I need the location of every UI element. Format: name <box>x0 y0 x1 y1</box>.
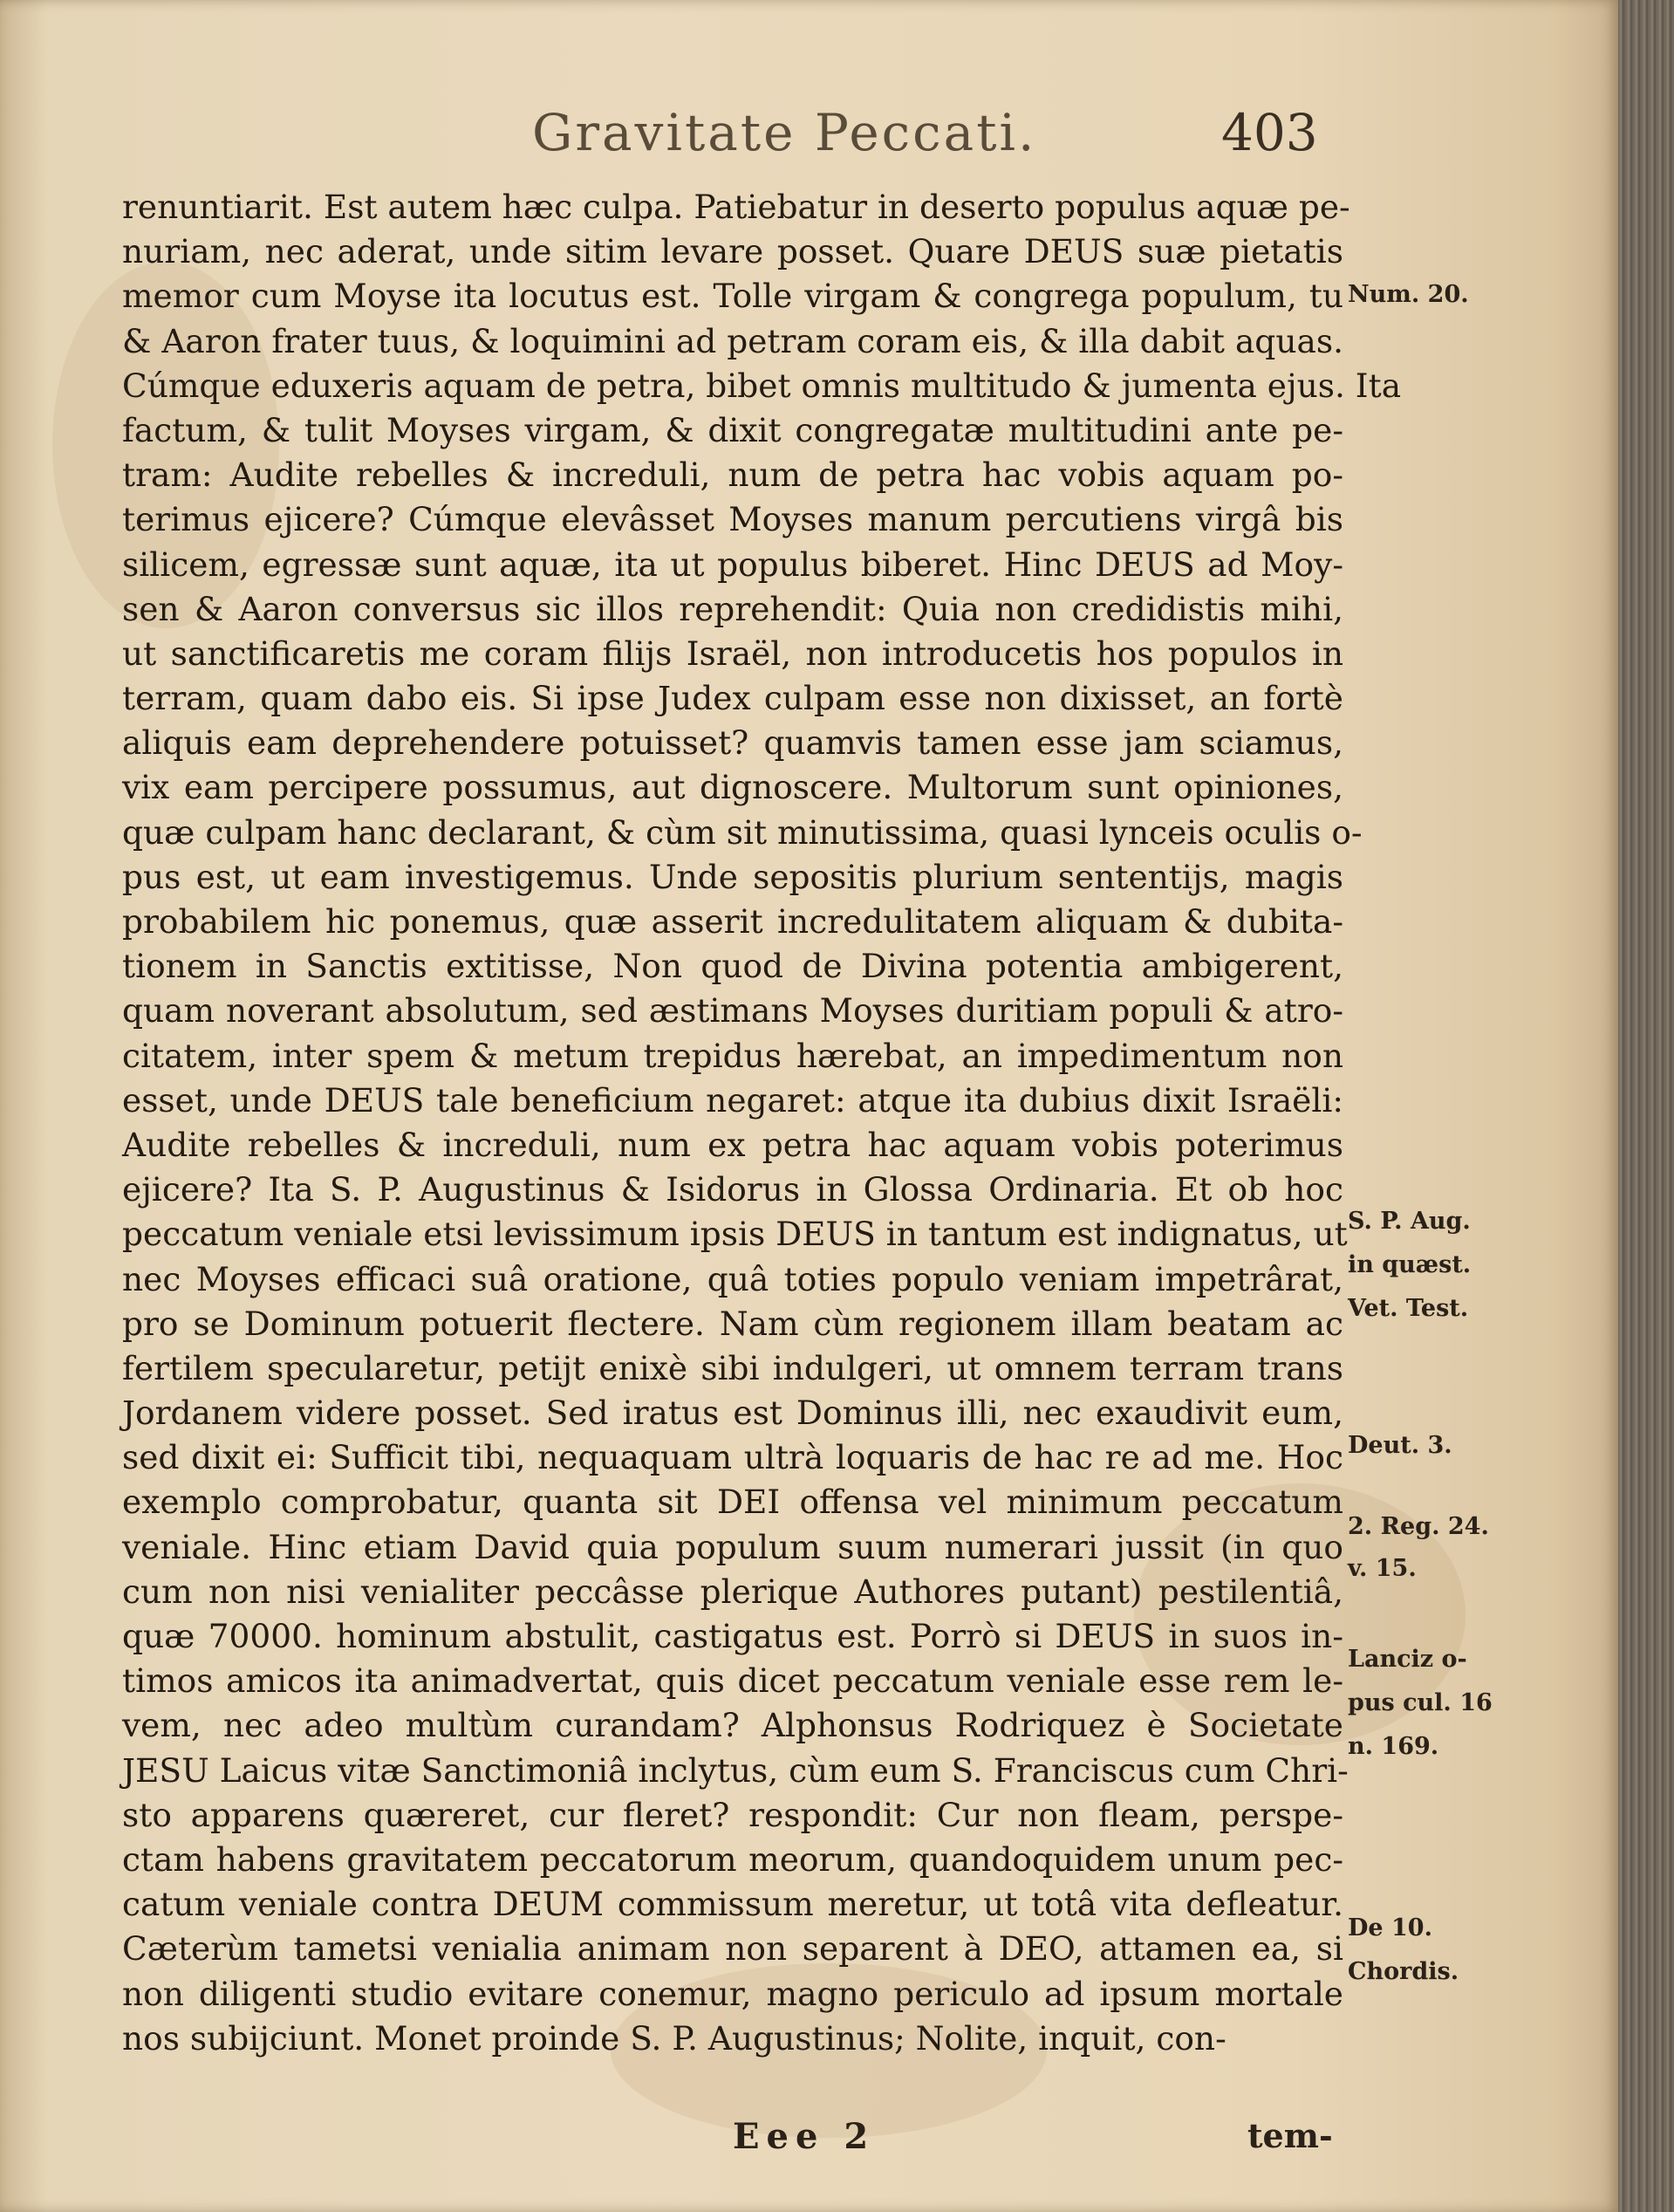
text-line: terimus ejicere? Cúmque elevâsset Moyses manum percutiens virgâ bis <box>122 500 1343 539</box>
text-line: sto apparens quæreret, cur fleret? respondit: Cur non fleam, perspe- <box>122 1795 1343 1834</box>
margin-note: Vet. Test. <box>1348 1295 1469 1322</box>
margin-note: in quæst. <box>1348 1251 1472 1278</box>
text-line: & Aaron frater tuus, & loquimini ad petram coram eis, & illa dabit aquas. <box>122 321 1343 360</box>
text-line: quæ 70000. hominum abstulit, castigatus est. Porrò si DEUS in suos in- <box>122 1617 1343 1655</box>
text-line: Audite rebelles & increduli, num ex petra hac aquam vobis poterimus <box>122 1125 1343 1164</box>
margin-note: S. P. Aug. <box>1348 1208 1471 1235</box>
text-line: ctam habens gravitatem peccatorum meorum, quandoquidem unum pec- <box>122 1839 1343 1879</box>
text-line: quam noverant absolutum, sed æstimans Moyses duritiam populi & atro- <box>122 991 1343 1031</box>
text-line: Jordanem videre posset. Sed iratus est Dominus illi, nec exaudivit eum, <box>122 1394 1343 1433</box>
page-footer <box>0 2116 1618 2177</box>
margin-note: Chordis. <box>1348 1958 1459 1985</box>
text-line: pus est, ut eam investigemus. Unde sepositis plurium sententijs, magis <box>122 857 1343 896</box>
margin-note: pus cul. 16 <box>1348 1689 1493 1716</box>
text-line: cum non nisi venialiter peccâsse plerique Authores putant) pestilentiâ, <box>122 1572 1343 1611</box>
page-stack-edge <box>1618 0 1674 2212</box>
text-line: Cæterùm tametsi venialia animam non separent à DEO, attamen ea, si <box>122 1929 1343 1969</box>
page-number: 403 <box>1221 103 1318 162</box>
margin-notes <box>1348 185 1522 2017</box>
text-line: Cúmque eduxeris aquam de petra, bibet omnis multitudo & jumenta ejus. Ita <box>122 366 1402 405</box>
text-line: probabilem hic ponemus, quæ asserit incredulitatem aliquam & dubita- <box>122 902 1343 941</box>
text-line: terram, quam dabo eis. Si ipse Judex culpam esse non dixisset, an fortè <box>122 679 1343 718</box>
text-line: vix eam percipere possumus, aut dignoscere. Multorum sunt opiniones, <box>122 768 1343 807</box>
text-line: sed dixit ei: Sufficit tibi, nequaquam ultrà loquaris de hac re ad me. Hoc <box>122 1438 1343 1477</box>
text-line: citatem, inter spem & metum trepidus hærebat, an impedimentum non <box>122 1036 1343 1075</box>
text-line: veniale. Hinc etiam David quia populum suum numerari jussit (in quo <box>122 1527 1343 1566</box>
margin-note: De 10. <box>1348 1914 1432 1941</box>
margin-note: Lanciz o- <box>1348 1646 1467 1673</box>
text-line: memor cum Moyse ita locutus est. Tolle virgam & congrega populum, tu <box>122 277 1343 316</box>
running-title: Gravitate Peccati. <box>532 103 1037 162</box>
text-line: ejicere? Ita S. P. Augustinus & Isidorus in Glossa Ordinaria. Et ob hoc <box>122 1170 1343 1209</box>
text-line: ut sanctificaretis me coram filijs Israël, non introducetis hos populos in <box>122 633 1343 673</box>
text-line: exemplo comprobatur, quanta sit DEI offensa vel minimum peccatum <box>122 1483 1343 1522</box>
text-line: sen & Aaron conversus sic illos reprehendit: Quia non credidistis mihi, <box>122 589 1343 628</box>
margin-note: Num. 20. <box>1348 281 1469 308</box>
text-line: non diligenti studio evitare conemur, magno periculo ad ipsum mortale <box>122 1974 1343 2013</box>
text-line: silicem, egressæ sunt aquæ, ita ut populus biberet. Hinc DEUS ad Moy- <box>122 544 1343 584</box>
text-line: pro se Dominum potuerit flectere. Nam cùm regionem illam beatam ac <box>122 1304 1343 1343</box>
margin-note: v. 15. <box>1348 1555 1417 1582</box>
text-line: JESU Laicus vitæ Sanctimoniâ inclytus, cùm eum S. Franciscus cum Chri- <box>122 1750 1349 1790</box>
text-line: renuntiarit. Est autem hæc culpa. Patiebatur in deserto populus aquæ pe- <box>122 188 1350 226</box>
signature-mark: Eee 2 <box>733 2116 876 2157</box>
text-line: nec Moyses efficaci suâ oratione, quâ toties populo veniam impetrârat, <box>122 1259 1343 1298</box>
catchword: tem- <box>1247 2116 1333 2155</box>
margin-note: Deut. 3. <box>1348 1432 1452 1459</box>
text-line: peccatum veniale etsi levissimum ipsis DEUS in tantum est indignatus, ut <box>122 1215 1348 1254</box>
text-line: vem, nec adeo multùm curandam? Alphonsus Rodriquez è Societate <box>122 1706 1343 1745</box>
text-line: esset, unde DEUS tale beneficium negaret: atque ita dubius dixit Israëli: <box>122 1080 1343 1120</box>
margin-note: n. 169. <box>1348 1733 1439 1760</box>
text-line: tram: Audite rebelles & increduli, num de petra hac vobis aquam po- <box>122 455 1343 495</box>
text-line: aliquis eam deprehendere potuisset? quamvis tamen esse jam sciamus, <box>122 723 1343 763</box>
text-line: tionem in Sanctis extitisse, Non quod de Divina potentia ambigerent, <box>122 947 1343 986</box>
text-line: nos subijciunt. Monet proinde S. P. Augustinus; Nolite, inquit, con- <box>122 2018 1226 2058</box>
text-line: quæ culpam hanc declarant, & cùm sit minutissima, quasi lynceis oculis o- <box>122 812 1363 852</box>
text-line: catum veniale contra DEUM commissum meretur, ut totâ vita defleatur. <box>122 1885 1343 1924</box>
margin-note: 2. Reg. 24. <box>1348 1513 1489 1540</box>
text-line: factum, & tulit Moyses virgam, & dixit congregatæ multitudini ante pe- <box>122 410 1343 449</box>
text-line: fertilem specularetur, petijt enixè sibi indulgeri, ut omnem terram trans <box>122 1348 1343 1387</box>
text-line: timos amicos ita animadvertat, quis dicet peccatum veniale esse rem le- <box>122 1661 1343 1701</box>
text-line: nuriam, nec aderat, unde sitim levare posset. Quare DEUS suæ pietatis <box>122 232 1343 271</box>
